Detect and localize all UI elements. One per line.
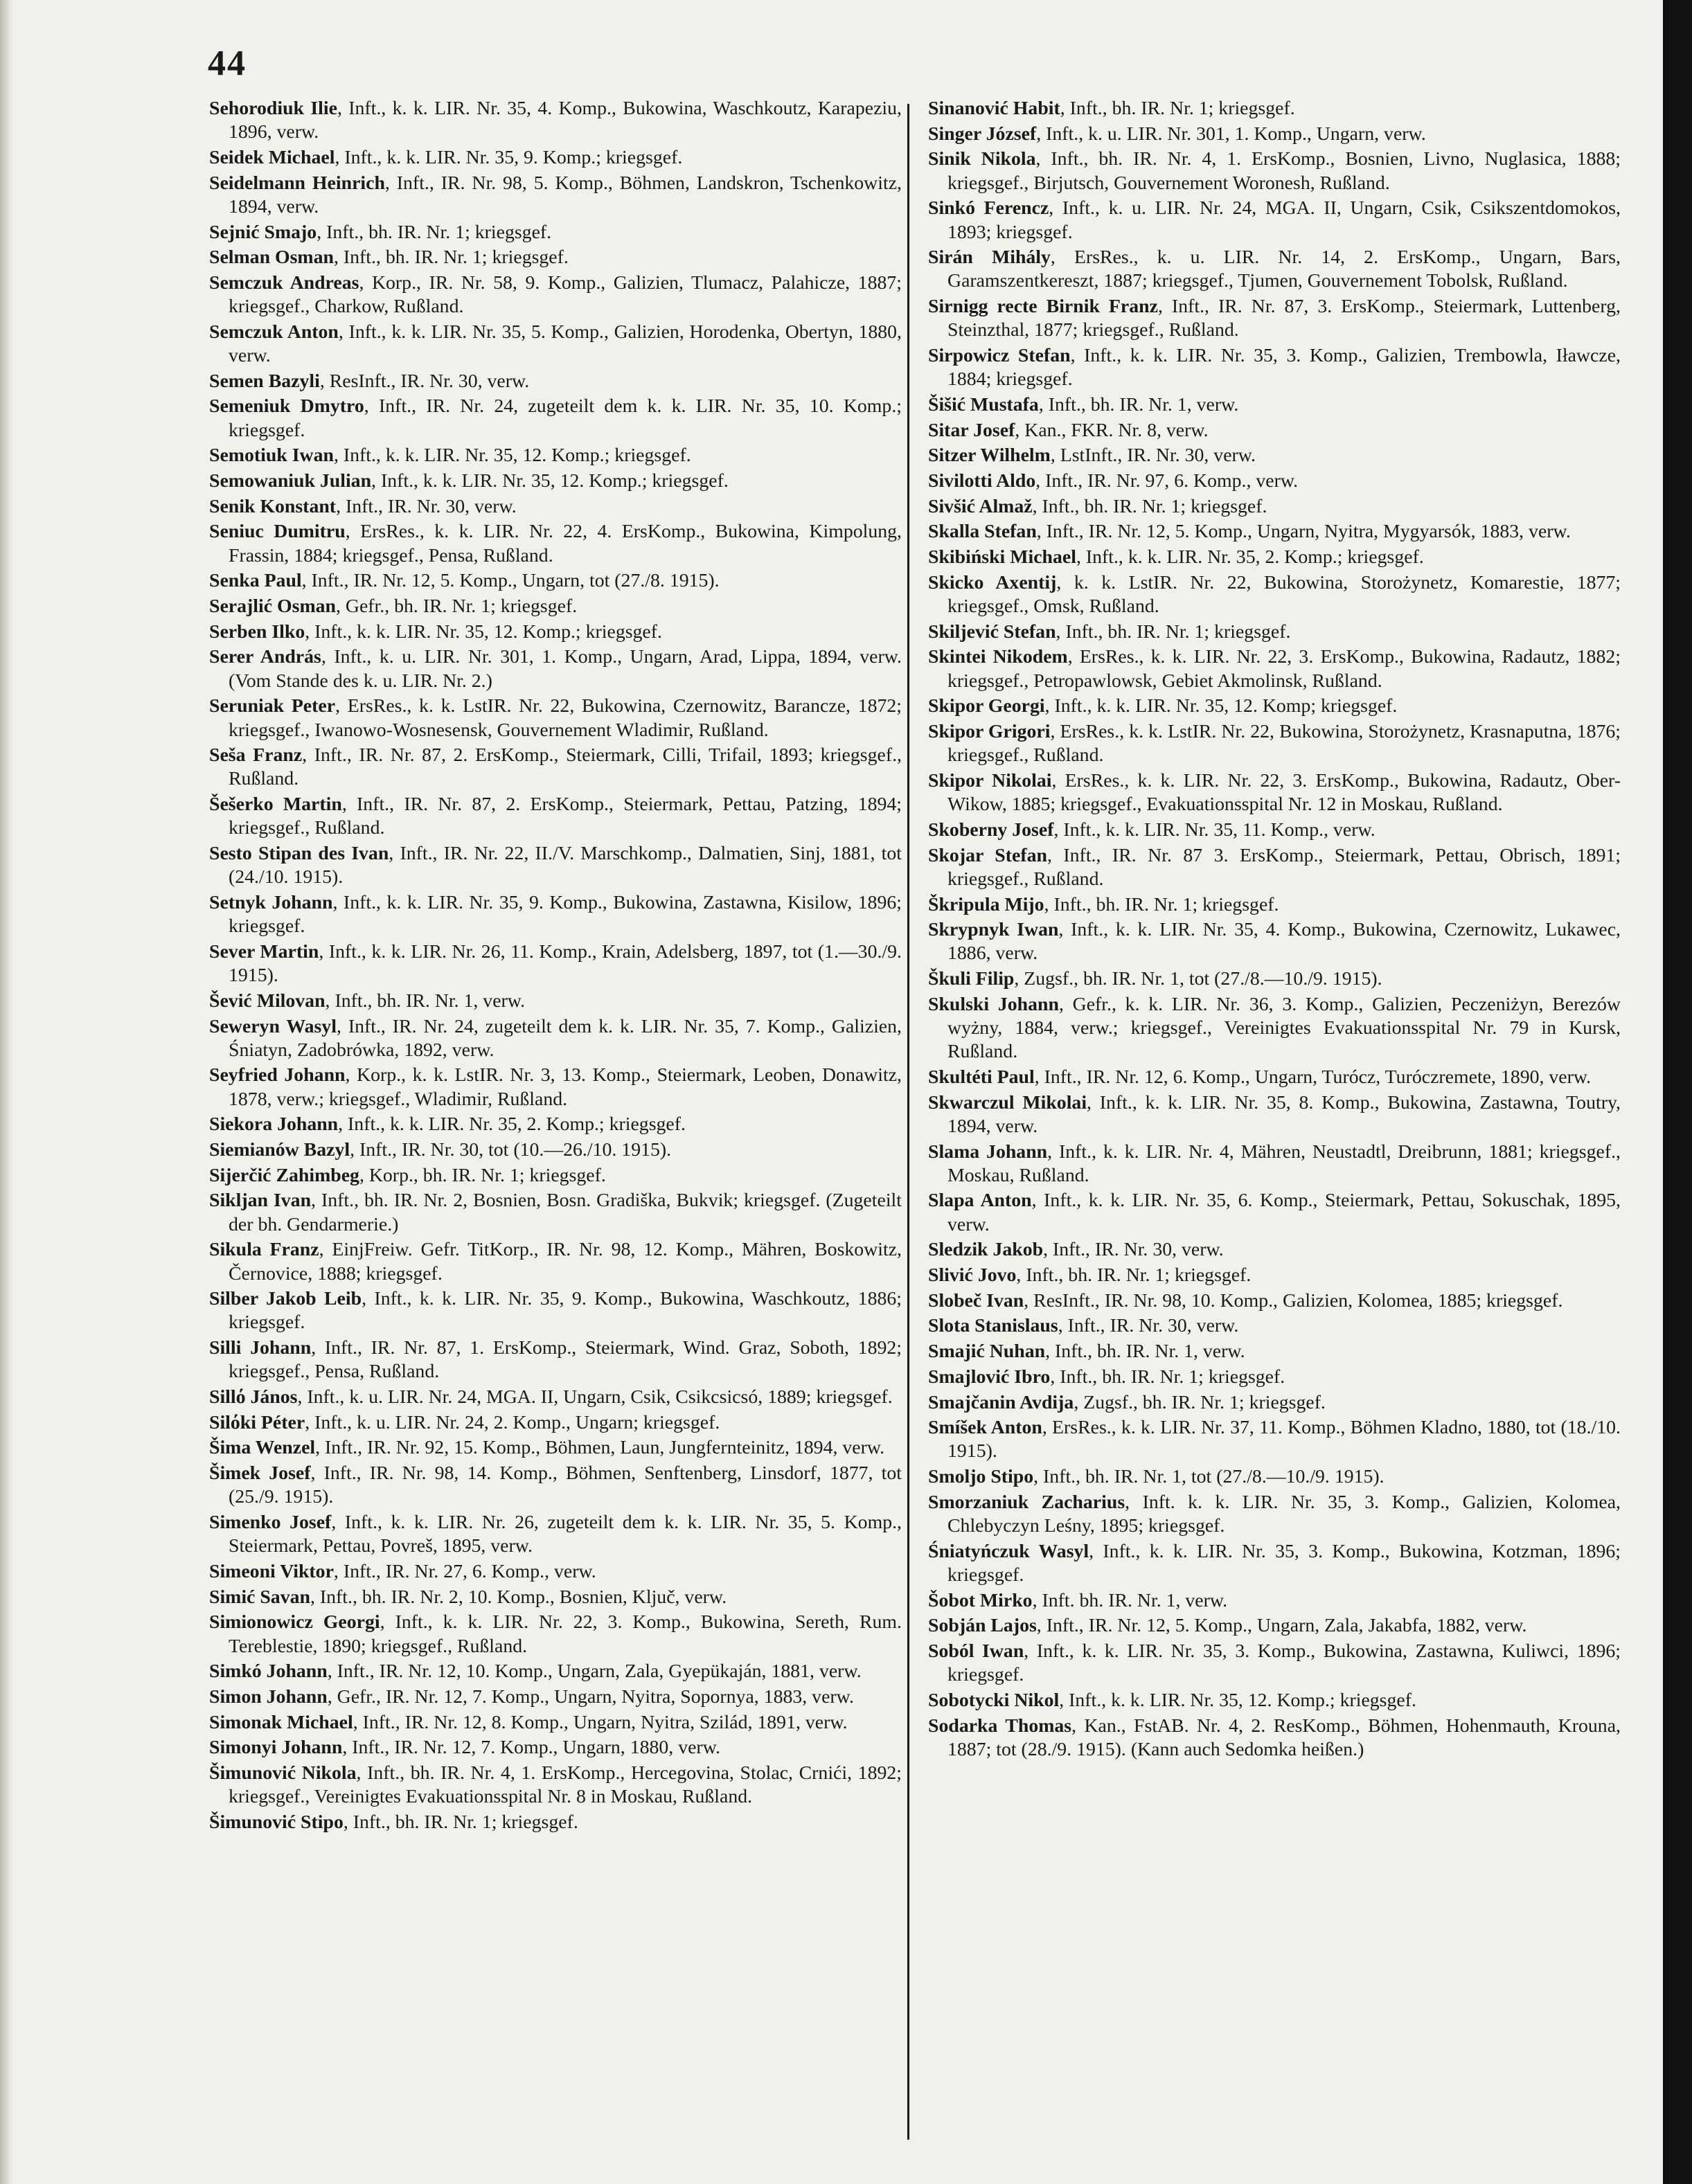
entry-name: Skiljević Stefan	[928, 620, 1056, 643]
casualty-entry	[209, 990, 902, 1013]
casualty-entry	[928, 620, 1621, 644]
entry-details: , Inft., k. u. LIR. Nr. 24, MGA. II, Ungarn, Csik, Csikcsicsó, 1889; kriegsgef.	[297, 1386, 893, 1408]
entry-name: Skulski Johann	[928, 993, 1059, 1015]
entry-name: Slobeč Ivan	[928, 1289, 1024, 1312]
entry-details: , ErsRes., k. k. LIR. Nr. 22, 4. ErsKomp., Bukowina, Kimpolung, Frassin, 1884; kriegsgef., Pensa, Rußland.	[229, 521, 902, 566]
entry-name: Skojar Stefan	[928, 844, 1047, 866]
entry-details: , Inft., k. u. LIR. Nr. 301, 1. Komp., Ungarn, verw.	[1036, 123, 1426, 145]
entry-name: Silber Jakob Leib	[209, 1288, 362, 1310]
entry-name: Seša Franz	[209, 744, 303, 767]
entry-details: , Inft., k. u. LIR. Nr. 301, 1. Komp., Ungarn, Arad, Lippa, 1894, verw. (Vom Stande des k. u. LIR. Nr. 2.)	[229, 646, 902, 692]
casualty-entry	[209, 97, 902, 144]
entry-details: , Korp., bh. IR. Nr. 1; kriegsgef.	[359, 1164, 606, 1186]
casualty-entry	[928, 147, 1621, 195]
left-column	[209, 97, 902, 1836]
casualty-entry	[209, 469, 902, 493]
casualty-entry	[209, 1811, 902, 1834]
entry-name: Šević Milovan	[209, 990, 326, 1012]
entry-details: , ErsRes., k. k. LIR. Nr. 22, 3. ErsKomp., Bukowina, Radautz, 1882; kriegsgef., Petropawlowsk, Gebiet Akmolinsk, Rußland.	[947, 646, 1621, 692]
entry-name: Semotiuk Iwan	[209, 445, 334, 467]
casualty-entry	[928, 1091, 1621, 1138]
right-column	[928, 97, 1621, 1764]
casualty-entry	[928, 918, 1621, 965]
entry-name: Soból Iwan	[928, 1640, 1024, 1663]
casualty-entry	[928, 520, 1621, 544]
casualty-entry	[209, 842, 902, 889]
casualty-entry	[928, 1689, 1621, 1712]
entry-details: , Inft. k. k. LIR. Nr. 35, 3. Komp., Galizien, Kolomea, Chlebyczyn Leśny, 1895; kriegsgef.	[947, 1491, 1621, 1537]
entry-name: Simeoni Viktor	[209, 1560, 334, 1582]
entry-name: Sinik Nikola	[928, 148, 1036, 170]
entry-details: , Korp., IR. Nr. 58, 9. Komp., Galizien, Tlumacz, Palahicze, 1887; kriegsgef., Charkow, Rußland.	[229, 271, 902, 318]
page-number: 44	[208, 44, 247, 83]
entry-details: , ErsRes., k. k. LstIR. Nr. 22, Bukowina, Storożynetz, Krasnaputna, 1876; kriegsgef., Rußland.	[947, 721, 1621, 767]
casualty-entry	[209, 1113, 902, 1136]
entry-name: Šimek Josef	[209, 1462, 311, 1485]
entry-name: Sitar Josef	[928, 419, 1015, 441]
entry-name: Smorzaniuk Zacharius	[928, 1491, 1125, 1513]
casualty-entry	[209, 1164, 902, 1188]
casualty-entry	[209, 569, 902, 593]
casualty-entry	[209, 620, 902, 644]
entry-details: , Kan., FstAB. Nr. 4, 2. ResKomp., Böhmen, Hohenmauth, Krouna, 1887; tot (28./9. 1915). (Kann auch Sedomka heißen.)	[947, 1715, 1621, 1760]
entry-details: , Inft., bh. IR. Nr. 1, tot (27./8.—10./9. 1915).	[1033, 1466, 1384, 1488]
entry-details: , ResInft., IR. Nr. 98, 10. Komp., Galizien, Kolomea, 1885; kriegsgef.	[1024, 1289, 1563, 1312]
entry-name: Semczuk Andreas	[209, 271, 359, 294]
entry-name: Sillό János	[209, 1386, 298, 1408]
entry-details: , Inft., IR. Nr. 87, 2. ErsKomp., Steiermark, Pettau, Patzing, 1894; kriegsgef., Rußland.	[229, 794, 902, 839]
entry-details: , Inft., bh. IR. Nr. 1, verw.	[1038, 393, 1239, 415]
entry-details: , Inft., k. k. LIR. Nr. 4, Mähren, Neustadtl, Dreibrunn, 1881; kriegsgef., Moskau, Rußland.	[947, 1140, 1621, 1186]
entry-details: , Inft., k. k. LIR. Nr. 35, 3. Komp., Galizien, Trembowla, Iławcze, 1884; kriegsgef.	[947, 345, 1621, 391]
casualty-entry	[928, 1264, 1621, 1287]
casualty-entry	[209, 1336, 902, 1384]
entry-name: Sobján Lajos	[928, 1615, 1037, 1637]
entry-name: Setnyk Johann	[209, 892, 333, 913]
entry-details: , Inft., k. u. LIR. Nr. 24, 2. Komp., Ungarn; kriegsgef.	[305, 1411, 720, 1433]
casualty-entry	[209, 595, 902, 618]
entry-details: , Inft., IR. Nr. 98, 5. Komp., Böhmen, Landskron, Tschenkowitz, 1894, verw.	[229, 172, 902, 217]
casualty-entry	[928, 495, 1621, 519]
entry-name: Sobotycki Nikol	[928, 1690, 1060, 1711]
casualty-entry	[209, 395, 902, 442]
casualty-entry	[928, 1491, 1621, 1538]
casualty-entry	[928, 645, 1621, 692]
entry-name: Skwarczul Mikolai	[928, 1091, 1087, 1113]
entry-name: Šišić Mustafa	[928, 393, 1039, 415]
casualty-entry	[928, 993, 1621, 1064]
casualty-entry	[928, 419, 1621, 442]
casualty-entry	[928, 844, 1621, 891]
entry-name: Simić Savan	[209, 1586, 310, 1608]
entry-name: Senka Paul	[209, 570, 302, 592]
entry-details: , Inft., bh. IR. Nr. 1; kriegsgef.	[1044, 893, 1279, 915]
entry-details: , Inft., IR. Nr. 22, II./V. Marschkomp., Dalmatien, Sinj, 1881, tot (24./10. 1915).	[229, 843, 902, 888]
entry-name: Serben Ilko	[209, 620, 305, 643]
entry-name: Šima Wenzel	[209, 1437, 316, 1459]
casualty-entry	[928, 720, 1621, 767]
entry-name: Slivić Jovo	[928, 1264, 1017, 1287]
entry-name: Skultéti Paul	[928, 1066, 1035, 1088]
casualty-entry	[928, 893, 1621, 917]
entry-details: , Inft., k. k. LIR. Nr. 35, 9. Komp., Bukowina, Zastawna, Kisilow, 1896; kriegsgef.	[229, 892, 902, 938]
entry-details: , Inft., bh. IR. Nr. 1, verw.	[1045, 1341, 1245, 1363]
entry-details: , Inft., IR. Nr. 24, zugeteilt dem k. k. LIR. Nr. 35, 10. Komp.; kriegsgef.	[229, 395, 902, 441]
casualty-entry	[209, 1660, 902, 1683]
entry-details: , Inft., k. k. LIR. Nr. 35, 5. Komp., Galizien, Horodenka, Obertyn, 1880, verw.	[229, 321, 902, 367]
entry-details: , Inft., k. k. LIR. Nr. 26, 11. Komp., Krain, Adelsberg, 1897, tot (1.—30./9. 1915).	[229, 940, 902, 987]
casualty-entry	[209, 940, 902, 987]
casualty-entry	[209, 1685, 902, 1709]
entry-details: , Inft., k. u. LIR. Nr. 24, MGA. II, Ungarn, Csik, Csikszentdomokos, 1893; kriegsgef.	[947, 197, 1621, 243]
entry-details: , Inft., IR. Nr. 87, 2. ErsKomp., Steiermark, Cilli, Trifail, 1893; kriegsgef., Rußland.	[229, 744, 902, 790]
entry-name: Silli Johann	[209, 1337, 312, 1359]
entry-name: Sitzer Wilhelm	[928, 445, 1051, 467]
casualty-entry	[928, 1640, 1621, 1687]
entry-details: , Inft., IR. Nr. 27, 6. Komp., verw.	[333, 1560, 596, 1582]
entry-name: Sivilotti Aldo	[928, 470, 1036, 492]
casualty-entry	[209, 1015, 902, 1062]
casualty-entry	[928, 571, 1621, 618]
entry-details: , Inft., k. k. LIR. Nr. 35, 2. Komp.; kriegsgef.	[1076, 546, 1424, 569]
casualty-entry	[209, 1238, 902, 1285]
entry-name: Skipor Grigori	[928, 721, 1051, 743]
casualty-entry	[209, 321, 902, 368]
entry-details: , Inft., IR. Nr. 92, 15. Komp., Böhmen, Laun, Jungfernteinitz, 1894, verw.	[315, 1437, 885, 1459]
entry-name: Seidek Michael	[209, 146, 335, 168]
casualty-entry	[928, 1416, 1621, 1463]
entry-name: Slota Stanislaus	[928, 1315, 1058, 1337]
entry-name: Seruniak Peter	[209, 695, 336, 717]
entry-name: Sikljan Ivan	[209, 1190, 312, 1212]
entry-name: Škripula Mijo	[928, 893, 1044, 915]
casualty-entry	[209, 221, 902, 244]
entry-name: Singer József	[928, 123, 1037, 145]
entry-name: Semowaniuk Julian	[209, 470, 372, 492]
casualty-entry	[209, 1189, 902, 1236]
entry-details: , ErsRes., k. k. LIR. Nr. 37, 11. Komp., Böhmen Kladno, 1880, tot (18./10. 1915).	[947, 1417, 1621, 1462]
casualty-entry	[928, 344, 1621, 391]
casualty-entry	[209, 444, 902, 467]
entry-details: , Gefr., k. k. LIR. Nr. 36, 3. Komp., Galizien, Peczeniżyn, Berezów wyżny, 1884, verw.; kriegsgef., Vereinigtes Evakuationsspital Nr. 79 in Kursk, Rußland.	[947, 993, 1621, 1063]
casualty-entry	[209, 1511, 902, 1558]
entry-details: , Inft., k. k. LIR. Nr. 35, 12. Komp.; kriegsgef.	[371, 470, 729, 492]
entry-details: , Inft., bh. IR. Nr. 4, 1. ErsKomp., Hercegovina, Stolac, Crnići, 1892; kriegsgef., Vereinigtes Evakuationsspital Nr. 8 in Moskau, Rußland.	[229, 1762, 902, 1808]
entry-name: Simonak Michael	[209, 1711, 353, 1733]
entry-name: Slapa Anton	[928, 1190, 1032, 1212]
entry-name: Sirpowicz Stefan	[928, 345, 1071, 367]
casualty-entry	[928, 1540, 1621, 1587]
entry-details: , Inft., IR. Nr. 87 3. ErsKomp., Steiermark, Pettau, Obrisch, 1891; kriegsgef., Rußland.	[947, 844, 1621, 890]
entry-name: Serer András	[209, 646, 321, 668]
entry-details: , ErsRes., k. k. LIR. Nr. 22, 3. ErsKomp., Bukowina, Radautz, Ober-Wikow, 1885; kriegsgef., Evakuationsspital Nr. 12 in Moskau, Rußland.	[947, 769, 1621, 816]
entry-details: , Inft., IR. Nr. 12, 6. Komp., Ungarn, Turócz, Turóczremete, 1890, verw.	[1034, 1066, 1592, 1088]
casualty-entry	[209, 271, 902, 319]
entry-name: Skicko Axentij	[928, 571, 1057, 593]
entry-details: , Inft., IR. Nr. 30, verw.	[1058, 1315, 1239, 1337]
entry-details: , Inft., IR. Nr. 24, zugeteilt dem k. k. LIR. Nr. 35, 7. Komp., Galizien, Śniatyn, Zadobrówka, 1892, verw.	[229, 1015, 902, 1061]
entry-details: , Inft., IR. Nr. 97, 6. Komp., verw.	[1035, 470, 1299, 492]
entry-details: , Inft., k. k. LIR. Nr. 35, 12. Komp.; kriegsgef.	[1059, 1690, 1416, 1711]
casualty-entry	[928, 444, 1621, 467]
entry-details: , Inft., IR. Nr. 12, 5. Komp., Ungarn, tot (27./8. 1915).	[301, 570, 720, 592]
entry-details: , Inft., IR. Nr. 12, 5. Komp., Ungarn, Nyitra, Mygyarsók, 1883, verw.	[1036, 521, 1571, 543]
casualty-entry	[209, 172, 902, 219]
casualty-entry	[209, 645, 902, 692]
entry-details: , Inft., bh. IR. Nr. 1; kriegsgef.	[333, 247, 569, 269]
entry-name: Semen Bazyli	[209, 370, 320, 392]
entry-name: Sinkó Ferencz	[928, 197, 1049, 220]
entry-name: Siemianów Bazyl	[209, 1139, 350, 1161]
casualty-entry	[928, 1340, 1621, 1363]
entry-name: Šimunović Stipo	[209, 1811, 344, 1834]
entry-details: , Inft., k. k. LIR. Nr. 35, 4. Komp., Bukowina, Waschkoutz, Karapeziu, 1896, verw.	[229, 98, 902, 143]
entry-name: Šešerko Martin	[209, 794, 342, 816]
entry-name: Sirán Mihály	[928, 247, 1051, 269]
casualty-entry	[209, 1711, 902, 1735]
casualty-entry	[928, 97, 1621, 120]
entry-name: Smíšek Anton	[928, 1417, 1042, 1439]
casualty-entry	[209, 246, 902, 269]
casualty-entry	[928, 546, 1621, 569]
entry-details: , Inft., IR. Nr. 12, 8. Komp., Ungarn, Nyitra, Szilád, 1891, verw.	[353, 1711, 848, 1733]
casualty-entry	[209, 370, 902, 393]
entry-details: , Inft., k. k. LIR. Nr. 35, 11. Komp., verw.	[1053, 818, 1375, 841]
entry-name: Šobot Mirko	[928, 1589, 1033, 1611]
entry-details: , Inft., k. k. LIR. Nr. 35, 12. Komp; kriegsgef.	[1044, 695, 1398, 717]
entry-name: Simionowicz Georgi	[209, 1611, 380, 1633]
entry-name: Sesto Stipan des Ivan	[209, 843, 389, 865]
entry-name: Sever Martin	[209, 940, 319, 963]
entry-name: Silόki Péter	[209, 1411, 305, 1433]
entry-name: Simkó Johann	[209, 1661, 328, 1683]
casualty-entry	[928, 1366, 1621, 1389]
entry-name: Skintei Nikodem	[928, 646, 1068, 668]
entry-name: Seyfried Johann	[209, 1064, 346, 1086]
entry-name: Skipor Nikolai	[928, 769, 1052, 791]
entry-details: , k. k. LstIR. Nr. 22, Bukowina, Storożynetz, Komarestie, 1877; kriegsgef., Omsk, Rußland.	[947, 571, 1621, 618]
entry-details: , ErsRes., k. u. LIR. Nr. 14, 2. ErsKomp., Ungarn, Bars, Garamszentkereszt, 1887; kriegsgef., Tjumen, Gouvernement Tobolsk, Rußland.	[947, 247, 1621, 292]
entry-name: Sikula Franz	[209, 1239, 319, 1261]
entry-name: Smoljo Stipo	[928, 1466, 1034, 1488]
entry-details: , Inft., bh. IR. Nr. 1; kriegsgef.	[317, 221, 552, 243]
casualty-entry	[209, 793, 902, 840]
entry-details: , Gefr., bh. IR. Nr. 1; kriegsgef.	[335, 596, 578, 618]
casualty-entry	[209, 520, 902, 567]
entry-details: , Inft., k. k. LIR. Nr. 35, 9. Komp.; kriegsgef.	[335, 146, 683, 168]
entry-details: , Inft., IR. Nr. 87, 1. ErsKomp., Steiermark, Wind. Graz, Soboth, 1892; kriegsgef., Pensa, Rußland.	[229, 1337, 902, 1383]
casualty-entry	[209, 1736, 902, 1760]
entry-details: , Inft., k. k. LIR. Nr. 35, 2. Komp.; kriegsgef.	[338, 1113, 686, 1136]
entry-details: , Inft., bh. IR. Nr. 1; kriegsgef.	[1056, 620, 1291, 643]
casualty-entry	[928, 1589, 1621, 1613]
casualty-entry	[209, 1287, 902, 1334]
entry-details: , Inft., IR. Nr. 30, verw.	[336, 495, 517, 517]
casualty-entry	[928, 393, 1621, 417]
page-edge-dark	[1663, 0, 1692, 2184]
casualty-entry	[209, 695, 902, 742]
casualty-entry	[209, 146, 902, 170]
entry-details: , Inft., bh. IR. Nr. 1; kriegsgef.	[343, 1811, 578, 1834]
casualty-entry	[928, 1289, 1621, 1313]
casualty-entry	[928, 1066, 1621, 1089]
entry-details: , Inft., bh. IR. Nr. 4, 1. ErsKomp., Bosnien, Livno, Nuglasica, 1888; kriegsgef., Birjutsch, Gouvernement Woronesh, Rußland.	[947, 148, 1621, 194]
entry-name: Šimunović Nikola	[209, 1762, 357, 1784]
entry-name: Simenko Josef	[209, 1512, 332, 1534]
entry-name: Smajčanin Avdija	[928, 1391, 1074, 1413]
entry-details: , Inft. bh. IR. Nr. 1, verw.	[1032, 1589, 1228, 1611]
casualty-entry	[209, 891, 902, 938]
casualty-entry	[209, 1586, 902, 1609]
casualty-entry	[209, 1560, 902, 1584]
entry-name: Skibiński Michael	[928, 546, 1076, 569]
entry-details: , Inft., k. k. LIR. Nr. 35, 6. Komp., Steiermark, Pettau, Sokuschak, 1895, verw.	[947, 1190, 1621, 1235]
entry-name: Selman Osman	[209, 247, 334, 269]
entry-details: , Gefr., IR. Nr. 12, 7. Komp., Ungarn, Nyitra, Sopornya, 1883, verw.	[327, 1686, 854, 1708]
entry-name: Siekora Johann	[209, 1113, 339, 1136]
entry-name: Smajić Nuhan	[928, 1341, 1046, 1363]
entry-details: , Inft., bh. IR. Nr. 1; kriegsgef.	[1060, 98, 1295, 119]
casualty-entry	[928, 695, 1621, 718]
casualty-entry	[928, 1614, 1621, 1638]
entry-name: Sinanović Habit	[928, 98, 1060, 119]
casualty-entry	[928, 1140, 1621, 1188]
casualty-entry	[928, 1238, 1621, 1262]
casualty-entry	[209, 1611, 902, 1658]
casualty-entry	[928, 197, 1621, 244]
casualty-entry	[928, 1391, 1621, 1415]
casualty-entry	[209, 1762, 902, 1809]
entry-details: , Inft., k. k. LIR. Nr. 35, 3. Komp., Bukowina, Zastawna, Kuliwci, 1896; kriegsgef.	[947, 1640, 1621, 1686]
casualty-entry	[928, 818, 1621, 842]
entry-details: , EinjFreiw. Gefr. TitKorp., IR. Nr. 98, 12. Komp., Mähren, Boskowitz, Černovice, 1888; kriegsgef.	[229, 1239, 902, 1285]
entry-name: Simon Johann	[209, 1686, 328, 1708]
entry-details: , Inft., k. k. LIR. Nr. 35, 9. Komp., Bukowina, Waschkoutz, 1886; kriegsgef.	[229, 1288, 902, 1334]
entry-name: Skalla Stefan	[928, 521, 1037, 543]
entry-details: , Korp., k. k. LstIR. Nr. 3, 13. Komp., Steiermark, Leoben, Donawitz, 1878, verw.; kriegsgef., Wladimir, Rußland.	[229, 1064, 902, 1110]
entry-details: , Inft., k. k. LIR. Nr. 35, 3. Komp., Bukowina, Kotzman, 1896; kriegsgef.	[947, 1540, 1621, 1586]
entry-details: , Inft., k. k. LIR. Nr. 35, 12. Komp.; kriegsgef.	[333, 445, 691, 467]
casualty-entry	[928, 469, 1621, 493]
entry-details: , Inft., IR. Nr. 30, tot (10.—26./10. 1915).	[350, 1139, 672, 1161]
entry-details: , Inft., IR. Nr. 30, verw.	[1043, 1239, 1224, 1261]
entry-name: Simonyi Johann	[209, 1737, 343, 1759]
casualty-entry	[928, 123, 1621, 146]
entry-details: , Zugsf., bh. IR. Nr. 1, tot (27./8.—10./9. 1915).	[1014, 968, 1382, 990]
casualty-entry	[209, 495, 902, 519]
entry-name: Śniatyńczuk Wasyl	[928, 1540, 1089, 1562]
entry-name: Skrypnyk Iwan	[928, 919, 1059, 941]
entry-details: , LstInft., IR. Nr. 30, verw.	[1050, 445, 1256, 467]
entry-details: , Inft., bh. IR. Nr. 1; kriegsgef.	[1050, 1366, 1285, 1388]
entry-details: , Zugsf., bh. IR. Nr. 1; kriegsgef.	[1074, 1391, 1326, 1413]
entry-details: , Inft., bh. IR. Nr. 2, Bosnien, Bosn. Gradiška, Bukvik; kriegsgef. (Zugeteilt der bh. Gendarmerie.)	[229, 1190, 902, 1235]
entry-details: , Inft., IR. Nr. 87, 3. ErsKomp., Steiermark, Luttenberg, Steinzthal, 1877; kriegsgef., Rußland.	[947, 296, 1621, 341]
entry-details: , Inft., k. k. LIR. Nr. 35, 8. Komp., Bukowina, Zastawna, Toutry, 1894, verw.	[947, 1091, 1621, 1137]
entry-details: , Inft., bh. IR. Nr. 1, verw.	[325, 990, 526, 1012]
entry-name: Sejnić Smajo	[209, 221, 317, 243]
entry-details: , Inft., IR. Nr. 12, 7. Komp., Ungarn, 1880, verw.	[342, 1737, 720, 1759]
casualty-entry	[928, 769, 1621, 816]
entry-details: , Inft., IR. Nr. 98, 14. Komp., Böhmen, Senftenberg, Linsdorf, 1877, tot (25./9. 1915).	[229, 1462, 902, 1508]
entry-name: Seidelmann Heinrich	[209, 172, 385, 194]
casualty-entry	[209, 1411, 902, 1435]
entry-name: Smajlović Ibro	[928, 1366, 1051, 1388]
casualty-entry	[209, 1386, 902, 1409]
entry-details: , Inft., k. k. LIR. Nr. 35, 4. Komp., Bukowina, Czernowitz, Lukawec, 1886, verw.	[947, 919, 1621, 965]
entry-details: , Inft., bh. IR. Nr. 1; kriegsgef.	[1016, 1264, 1252, 1287]
casualty-entry	[209, 1138, 902, 1162]
entry-details: , Kan., FKR. Nr. 8, verw.	[1015, 419, 1209, 441]
entry-details: , Inft., k. k. LIR. Nr. 22, 3. Komp., Bukowina, Sereth, Rum. Tereblestie, 1890; kriegsgef., Rußland.	[229, 1611, 902, 1657]
entry-name: Senik Konstant	[209, 495, 337, 517]
column-divider	[907, 104, 909, 2140]
entry-name: Sivšić Almaž	[928, 495, 1033, 517]
casualty-entry	[928, 295, 1621, 342]
entry-details: , Inft., IR. Nr. 12, 10. Komp., Ungarn, Zala, Gyepükaján, 1881, verw.	[327, 1661, 862, 1683]
entry-name: Sehorodiuk Ilie	[209, 98, 337, 119]
casualty-entry	[928, 1189, 1621, 1236]
casualty-entry	[209, 1064, 902, 1111]
casualty-entry	[928, 967, 1621, 991]
entry-details: , Inft., k. k. LIR. Nr. 35, 12. Komp.; kriegsgef.	[305, 620, 662, 643]
entry-name: Sijerčić Zahimbeg	[209, 1164, 359, 1186]
casualty-entry	[209, 1436, 902, 1460]
entry-name: Sirnigg recte Birnik Franz	[928, 296, 1158, 318]
entry-name: Skipor Georgi	[928, 695, 1045, 717]
entry-name: Sodarka Thomas	[928, 1715, 1072, 1737]
entry-details: , Inft., bh. IR. Nr. 2, 10. Komp., Bosnien, Ključ, verw.	[310, 1586, 727, 1608]
entry-name: Seniuc Dumitru	[209, 521, 346, 543]
entry-name: Semczuk Anton	[209, 321, 339, 343]
entry-details: , ErsRes., k. k. LstIR. Nr. 22, Bukowina, Czernowitz, Barancze, 1872; kriegsgef., Iwanowo-Wosnesensk, Gouvernement Wladimir, Rußland.	[229, 695, 902, 741]
casualty-entry	[928, 1715, 1621, 1762]
entry-name: Škuli Filip	[928, 968, 1015, 990]
entry-name: Serajlić Osman	[209, 596, 336, 618]
entry-name: Seweryn Wasyl	[209, 1015, 337, 1037]
casualty-entry	[928, 246, 1621, 293]
entry-name: Skoberny Josef	[928, 818, 1054, 841]
entry-name: Sledzik Jakob	[928, 1239, 1044, 1261]
casualty-entry	[928, 1465, 1621, 1489]
entry-name: Slama Johann	[928, 1140, 1048, 1163]
entry-name: Semeniuk Dmytro	[209, 395, 364, 418]
entry-details: , ResInft., IR. Nr. 30, verw.	[319, 370, 530, 392]
entry-details: , Inft., k. k. LIR. Nr. 26, zugeteilt dem k. k. LIR. Nr. 35, 5. Komp., Steiermark, Pettau, Povreš, 1895, verw.	[229, 1512, 902, 1557]
entry-details: , Inft., bh. IR. Nr. 1; kriegsgef.	[1032, 495, 1267, 517]
casualty-entry	[209, 1462, 902, 1509]
casualty-entry	[928, 1314, 1621, 1338]
page-edge-shadow	[0, 0, 12, 2184]
casualty-entry	[209, 744, 902, 791]
entry-details: , Inft., IR. Nr. 12, 5. Komp., Ungarn, Zala, Jakabfa, 1882, verw.	[1036, 1615, 1527, 1637]
